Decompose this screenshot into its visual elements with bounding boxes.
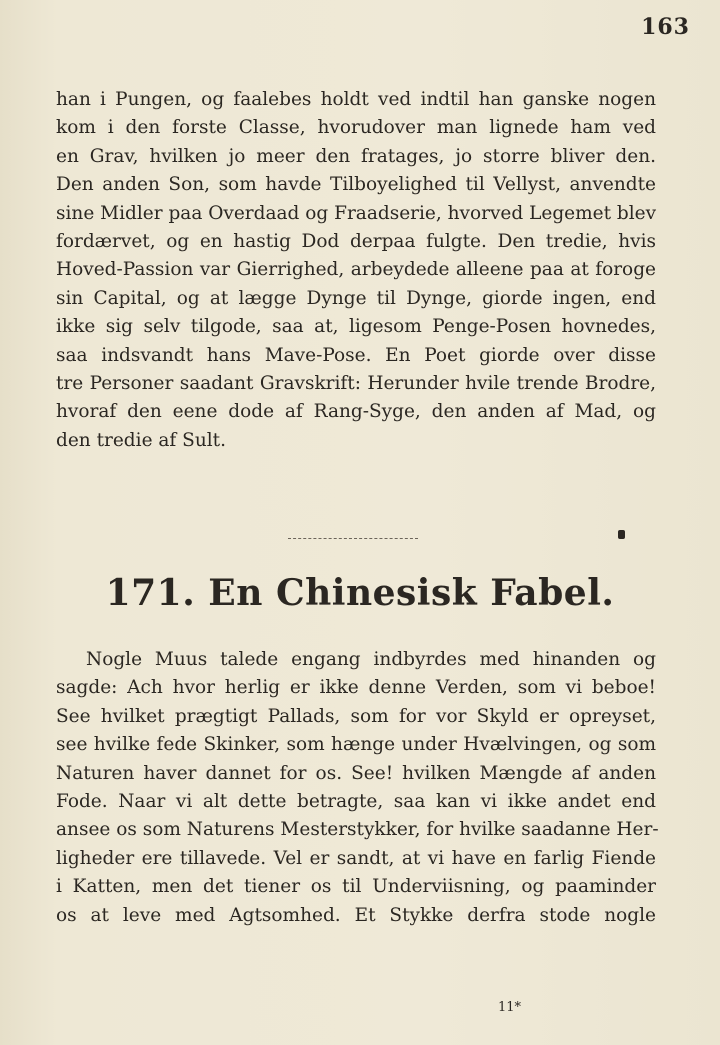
text-line: Fode. Naar vi alt dette betragte, saa kan vi ikke andet end — [56, 791, 656, 813]
paragraph-continued — [56, 86, 656, 455]
text-line: sin Capital, og at lægge Dynge til Dynge, giorde ingen, end — [56, 287, 656, 309]
paragraph-fable — [56, 646, 659, 930]
page-number: 163 — [641, 14, 690, 40]
text-line: i Katten, men det tiener os til Underviisning, og paaminder — [56, 876, 656, 898]
text-line: Hoved-Passion var Gierrighed, arbeydede alleene paa at foroge — [56, 259, 656, 281]
text-line: han i Pungen, og faalebes holdt ved indtil han ganske nogen — [56, 89, 656, 110]
text-line: hvoraf den eene dode af Rang-Syge, den anden af Mad, og — [56, 401, 656, 423]
ink-mark — [618, 530, 625, 539]
text-line: Den anden Son, som havde Tilboyelighed til Vellyst, anvendte — [56, 174, 656, 196]
text-line: See hvilket prægtigt Pallads, som for vor Skyld er opreyset, — [56, 705, 656, 727]
text-line: sine Midler paa Overdaad og Fraadserie, hvorved Legemet blev — [56, 202, 657, 224]
text-line: den tredie af Sult. — [56, 429, 226, 451]
text-line: en Grav, hvilken jo meer den fratages, jo storre bliver den. — [56, 145, 656, 167]
text-line: kom i den forste Classe, hvorudover man lignede ham ved — [56, 117, 656, 139]
text-line: saa indsvandt hans Mave-Pose. En Poet giorde over disse — [56, 344, 656, 366]
text-line: ikke sig selv tilgode, saa at, ligesom Penge-Posen hovnedes, — [56, 316, 656, 338]
section-divider — [288, 538, 418, 539]
text-line: fordærvet, og en hastig Dod derpaa fulgte. Den tredie, hvis — [56, 231, 656, 253]
text-line: ligheder ere tillavede. Vel er sandt, at vi have en farlig Fiende — [56, 847, 656, 869]
text-line: tre Personer saadant Gravskrift: Herunder hvile trende Brodre, — [56, 373, 656, 395]
section-heading: 171. En Chinesisk Fabel. — [105, 572, 615, 614]
text-line: os at leve med Agtsomhed. Et Stykke derfra stode nogle — [56, 904, 656, 926]
text-line: Nogle Muus talede engang indbyrdes med hinanden og — [86, 649, 656, 670]
text-line: Naturen haver dannet for os. See! hvilken Mængde af anden — [56, 762, 656, 784]
text-line: ansee os som Naturens Mesterstykker, for hvilke saadanne Her- — [56, 819, 659, 841]
text-line: sagde: Ach hvor herlig er ikke denne Verden, som vi beboe! — [56, 677, 656, 699]
signature-mark: 11* — [498, 1000, 522, 1015]
text-line: see hvilke fede Skinker, som hænge under Hvælvingen, og som — [56, 734, 656, 756]
